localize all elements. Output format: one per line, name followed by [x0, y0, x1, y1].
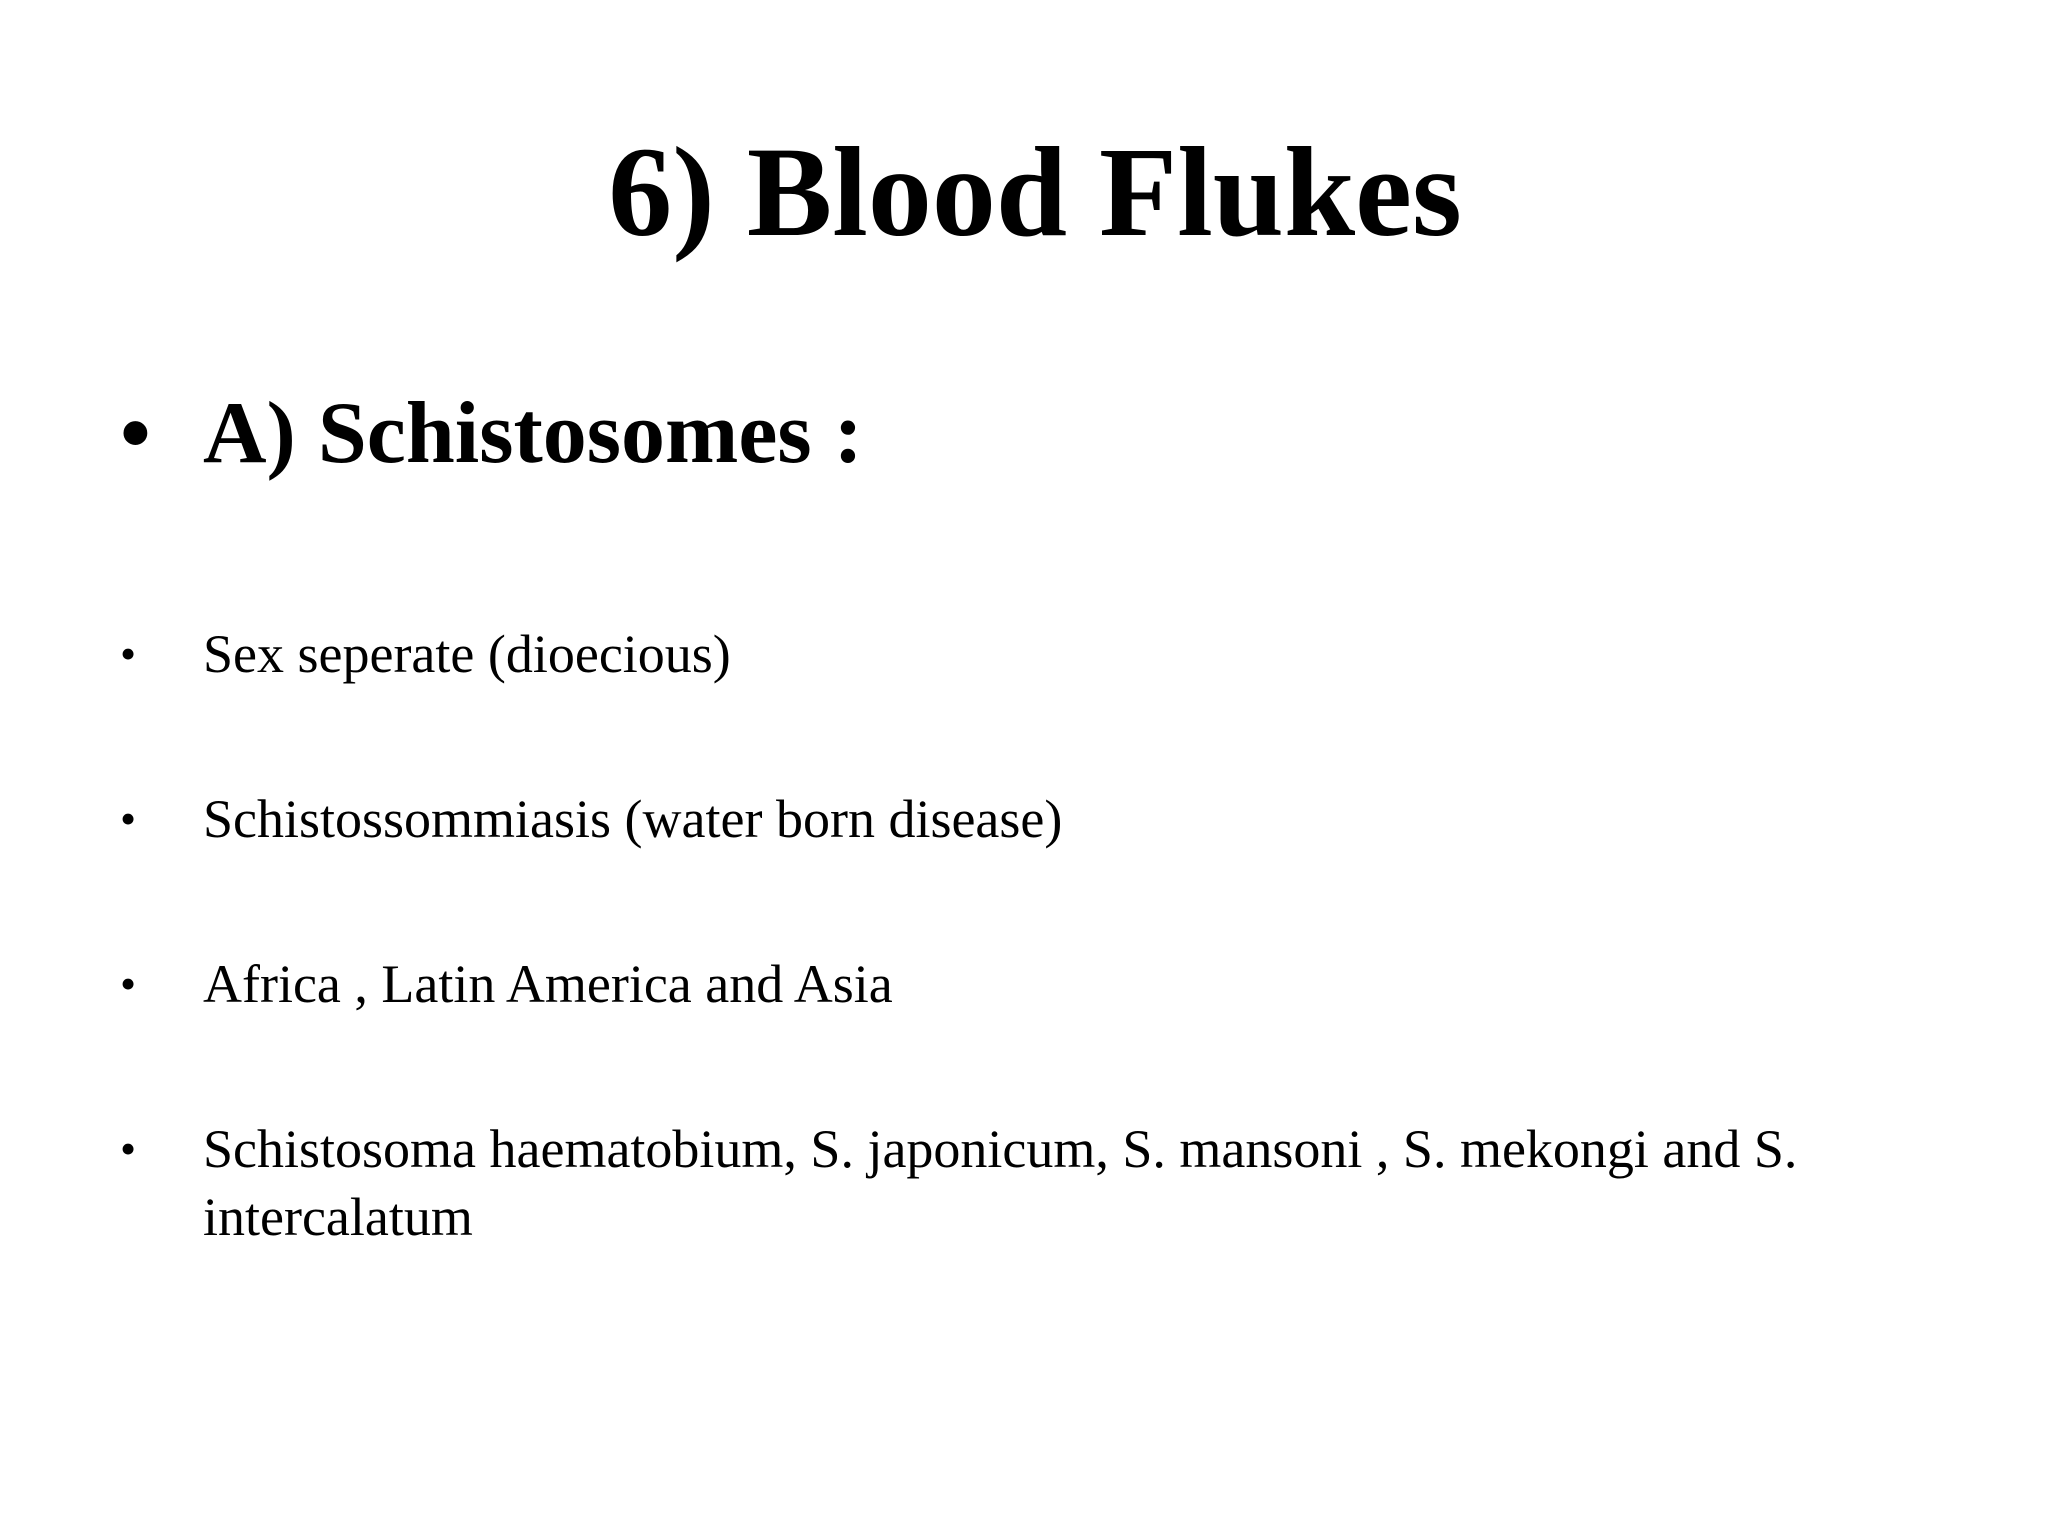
- section-heading: A) Schistosomes :: [203, 385, 863, 482]
- bullet-marker: •: [120, 958, 137, 1009]
- bullet-marker: •: [120, 793, 137, 844]
- list-item-text: Schistosoma haematobium, S. japonicum, S. mansoni , S. mekongi and S. intercalatum: [203, 1119, 1798, 1247]
- list-item-text: Africa , Latin America and Asia: [203, 954, 893, 1014]
- list-item-text: Sex seperate (dioecious): [203, 624, 731, 684]
- list-item-text: Schistossommiasis (water born disease): [203, 789, 1063, 849]
- bullet-marker: •: [120, 1123, 137, 1174]
- heading-bullet: [0, 384, 2048, 484]
- bullet-marker: •: [120, 628, 137, 679]
- slide-title: 6) Blood Flukes: [608, 121, 1462, 263]
- bullet-marker: •: [120, 385, 151, 482]
